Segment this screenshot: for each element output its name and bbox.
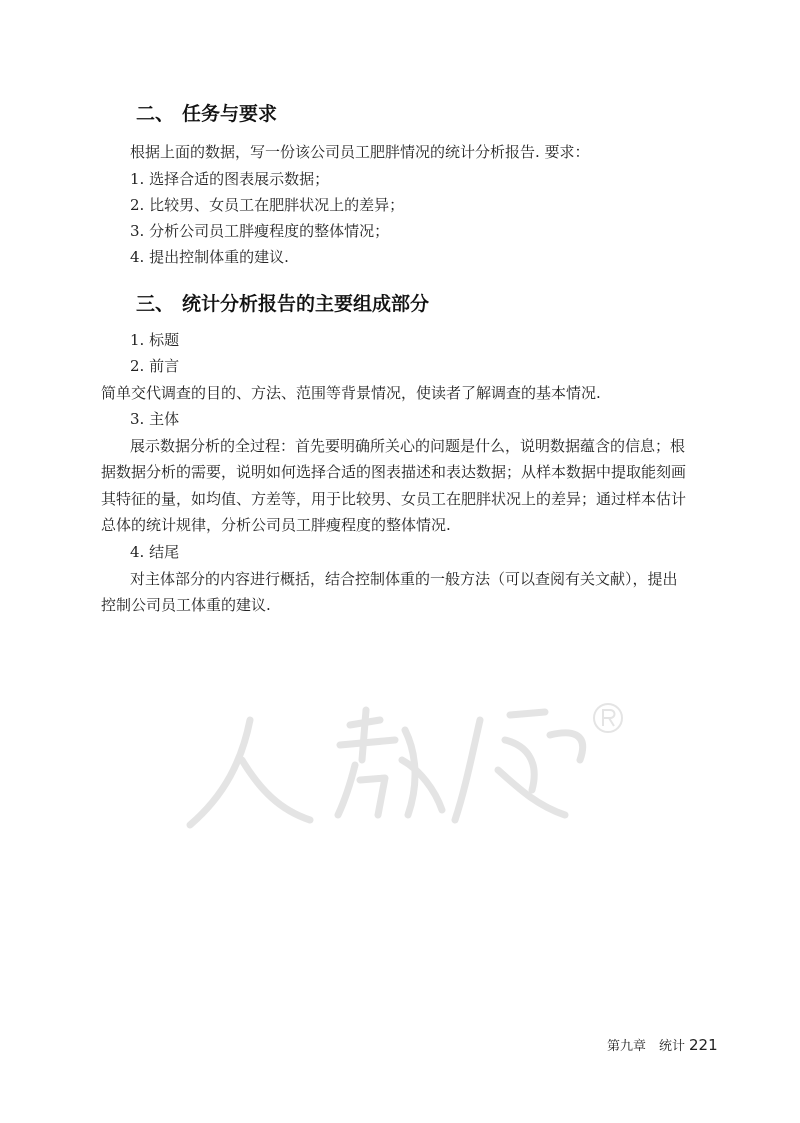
- part4-line-1: 对主体部分的内容进行概括，结合控制体重的一般方法（可以查阅有关文献），提出: [130, 570, 678, 588]
- page-number: 221: [689, 1036, 718, 1054]
- chapter-label: 第九章 统计: [607, 1039, 686, 1054]
- part-title-1: 1. 标题: [130, 331, 180, 349]
- section-title: 任务与要求: [182, 103, 278, 125]
- section-heading-2: [136, 99, 277, 126]
- section-title: 统计分析报告的主要组成部分: [182, 293, 430, 315]
- requirement-item-4: 4. 提出控制体重的建议.: [130, 248, 289, 266]
- part3-line-3: 其特征的量，如均值、方差等，用于比较男、女员工在肥胖状况上的差异；通过样本估计: [101, 490, 687, 508]
- section2-intro: 根据上面的数据，写一份该公司员工肥胖情况的统计分析报告. 要求：: [130, 143, 590, 161]
- part2-text: 简单交代调查的目的、方法、范围等背景情况，使读者了解调查的基本情况.: [101, 384, 601, 402]
- part4-line-2: 控制公司员工体重的建议.: [101, 596, 271, 614]
- publisher-watermark-logo: [180, 690, 640, 840]
- part3-line-2: 据数据分析的需要，说明如何选择合适的图表描述和表达数据；从样本数据中提取能刻画: [101, 463, 687, 481]
- registered-mark-letter: [603, 710, 615, 726]
- section-heading-3: [136, 289, 429, 316]
- part-title-4: 4. 结尾: [130, 543, 180, 561]
- part-title-2: 2. 前言: [130, 357, 180, 375]
- part3-line-4: 总体的统计规律，分析公司员工胖瘦程度的整体情况.: [101, 516, 451, 534]
- requirement-item-2: 2. 比较男、女员工在肥胖状况上的差异；: [130, 196, 405, 214]
- section-number: 三、: [136, 293, 175, 315]
- part3-line-1: 展示数据分析的全过程：首先要明确所关心的问题是什么，说明数据蕴含的信息；根: [130, 437, 686, 455]
- section-number: 二、: [136, 103, 175, 125]
- page-footer: [607, 1035, 718, 1054]
- requirement-item-3: 3. 分析公司员工胖瘦程度的整体情况；: [130, 222, 390, 240]
- requirement-item-1: 1. 选择合适的图表展示数据；: [130, 170, 330, 188]
- part-title-3: 3. 主体: [130, 410, 180, 428]
